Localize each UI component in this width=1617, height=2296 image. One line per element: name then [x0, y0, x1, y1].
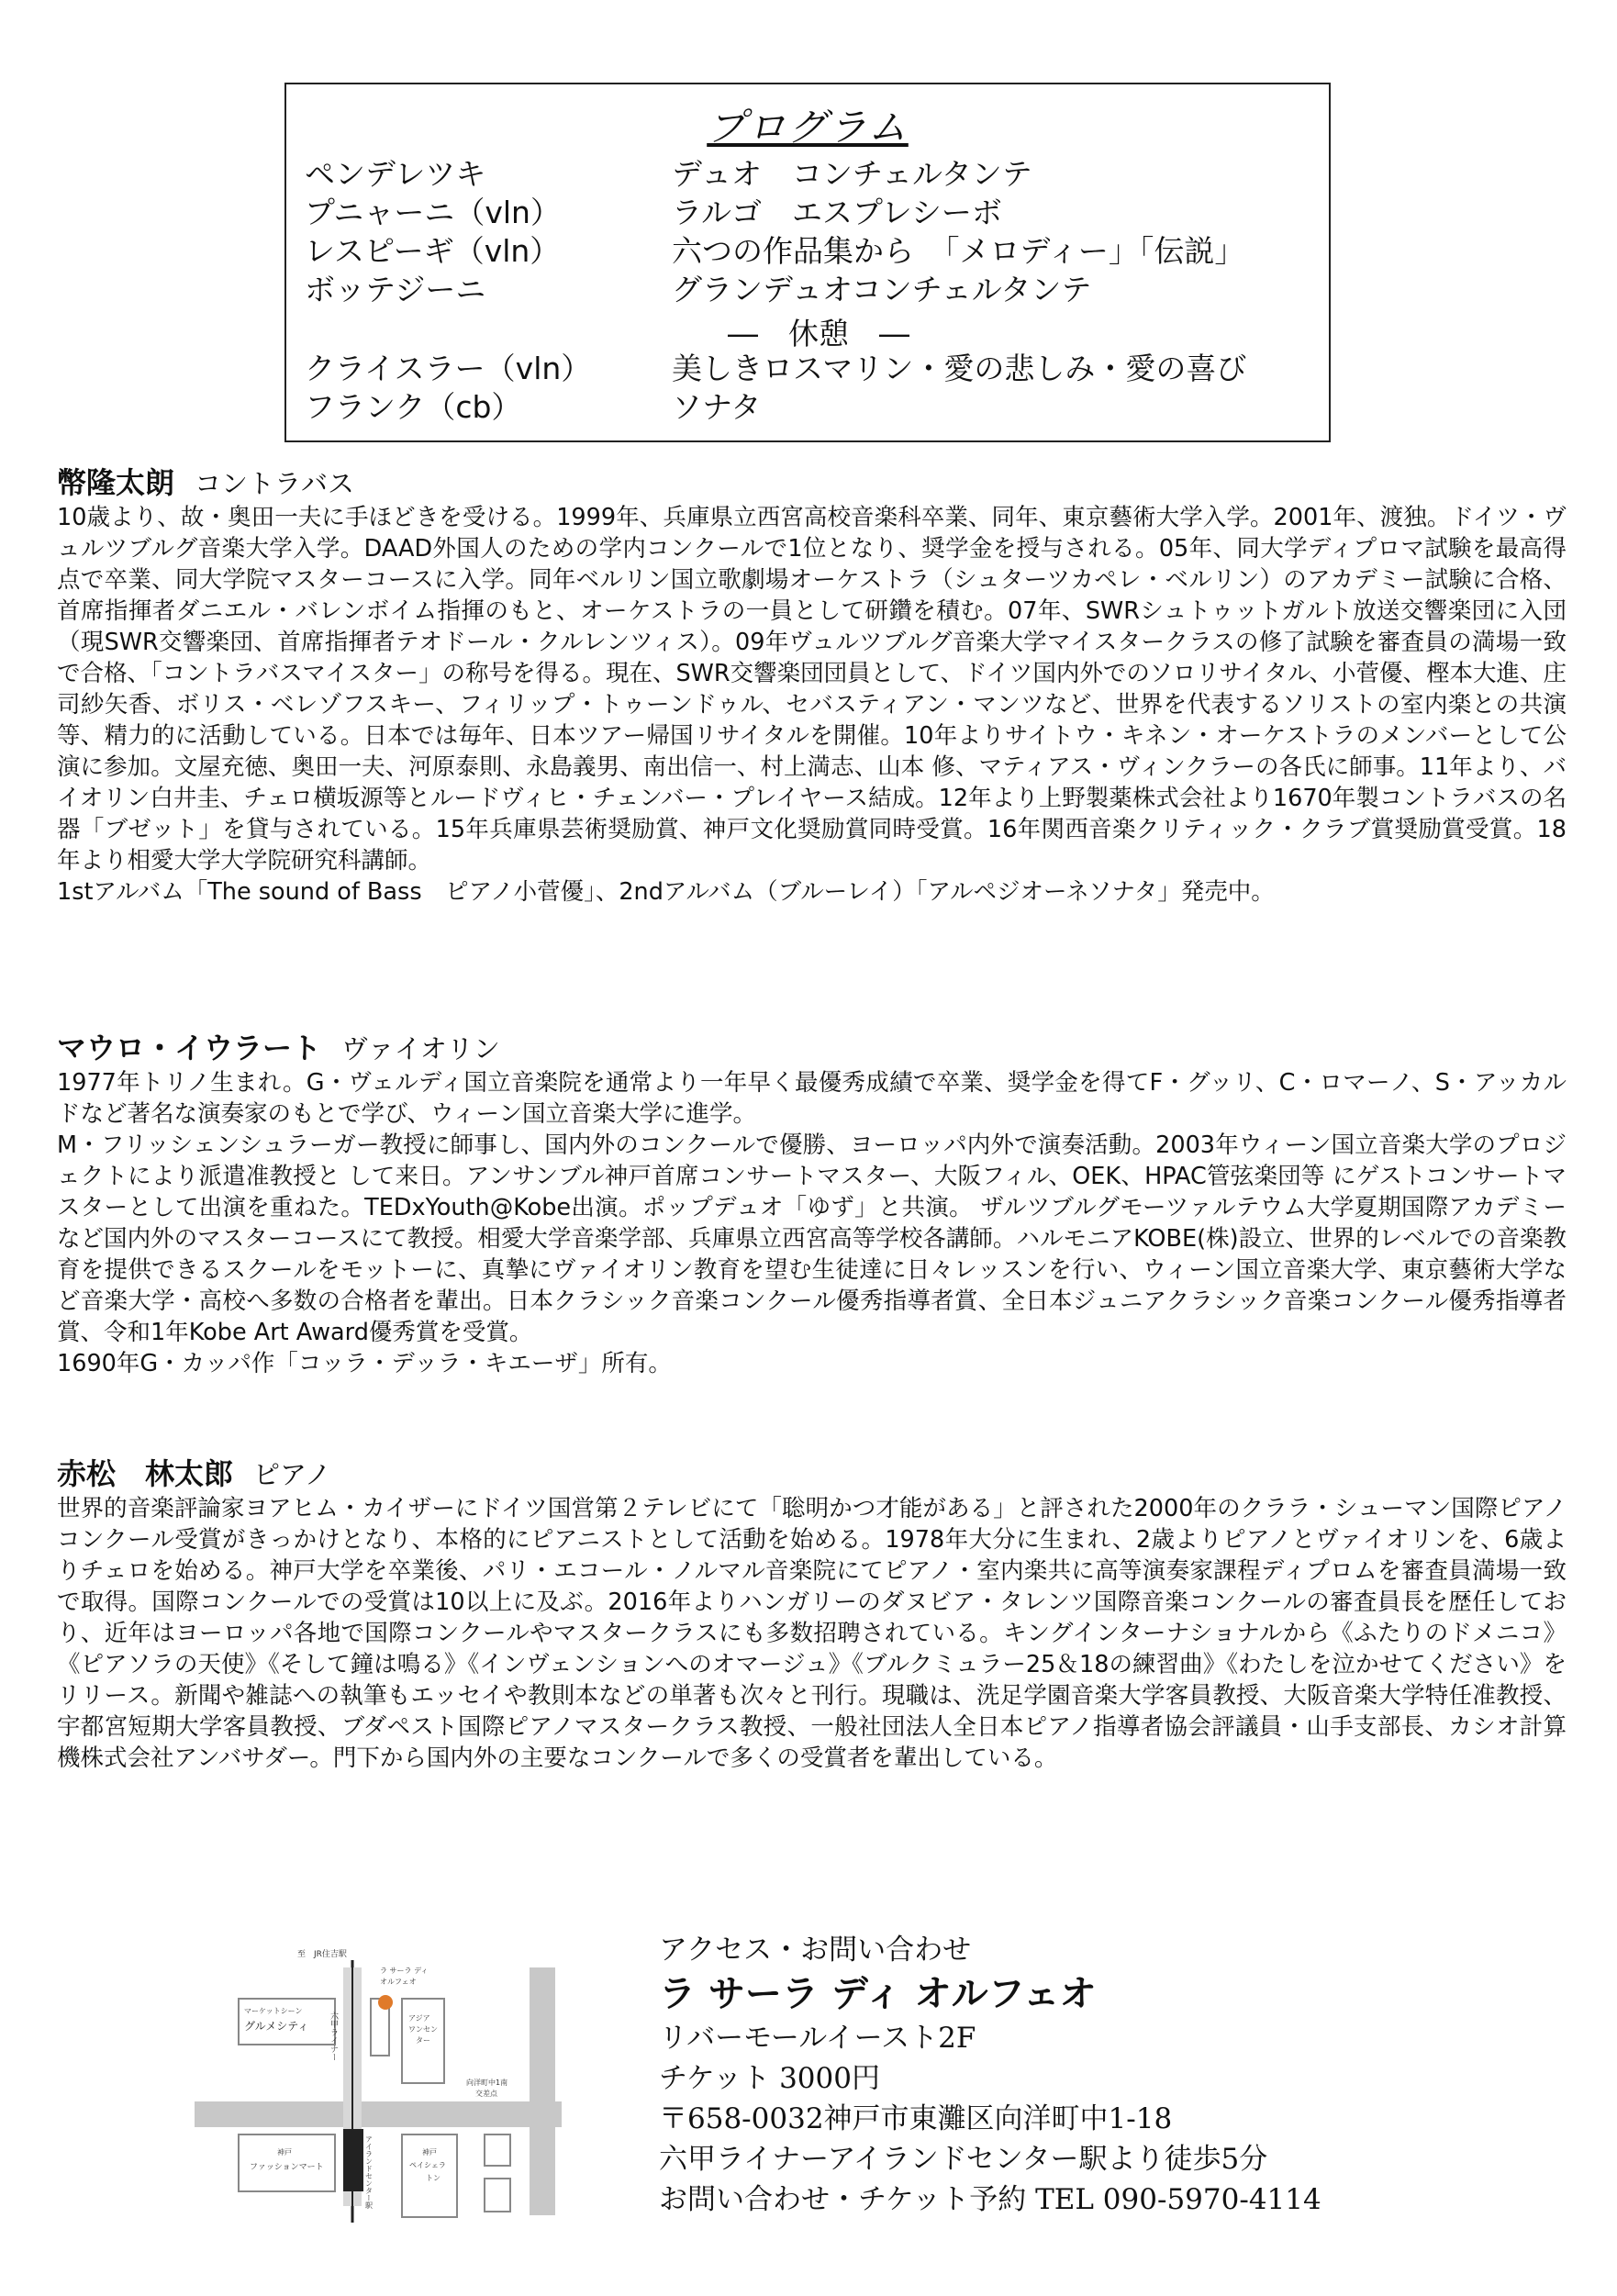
performer-instrument: コントラバス — [195, 468, 355, 499]
bio-section-piano — [57, 1455, 1567, 1774]
map-label-pesce: 神戸 — [422, 2148, 437, 2157]
map-label-gourmet: マーケットシーン — [244, 2007, 303, 2015]
bio-text — [57, 502, 1567, 908]
program-composer: ボッテジーニ — [305, 272, 486, 307]
program-composer: フランク（cb） — [305, 389, 522, 425]
venue-building: リバーモールイースト2F — [659, 2022, 976, 2055]
map-label-rokko: 六甲ライナー — [329, 2012, 338, 2061]
program-work: ソナタ — [672, 389, 762, 425]
bio-paragraph: 1977年トリノ生まれ。G・ヴェルディ国立音楽院を通常より一年早く最優秀成績で卒業、奨学金を得てF・グッリ、C・ロマーノ、S・アッカルドなど著名な演奏家のもとで学び、ウィーン国立音楽大学に進学。 — [57, 1069, 1567, 1128]
performer-instrument: ヴァイオリン — [341, 1033, 500, 1064]
performer-instrument: ピアノ — [253, 1459, 331, 1490]
map-label-venue-2: オルフェオ — [380, 1978, 417, 1986]
map-label-asia-3: ター — [416, 2036, 430, 2045]
map-label-asia: アジア — [408, 2014, 430, 2023]
access-heading: アクセス・お問い合わせ — [659, 1934, 972, 1967]
bio-paragraph: 世界的音楽評論家ヨアヒム・カイザーにドイツ国営第２テレビにて「聡明かつ才能がある」と評された2000年のクララ・シューマン国際ピアノコンクール受賞がきっかけとなり、本格的にピアニストとして活動を始める。1978年大分に生まれ、2歳よりピアノとヴァイオリンを、6歳よりチェロを始める。神戸大学を卒業後、パリ・エコール・ノルマル音楽院にてピアノ・室内楽共に高等演奏家課程ディプロムを審査員満場一致で取得。国際コンクールでの受賞は10以上に及ぶ。2016年よりハンガリーのダヌビア・タレンツ国際音楽コンクールの審査員長を歴任しており、近年はヨーロッパ各地で国際コンクールやマスタークラスにも多数招聘されている。キングインターナショナルから《ふたりのドメニコ》《ピアソラの天使》《そして鐘は鳴る》《インヴェンションへのオマージュ》《ブルクミュラー25＆18の練習曲》《わたしを泣かせてください》をリリース。新聞や雑誌への執筆もエッセイや教則本などの単著も次々と刊行。現職は、洗足学園音楽大学客員教授、大阪音楽大学特任准教授、宇都宮短期大学客員教授、ブダペスト国際ピアノマスタークラス教授、一般社団法人全日本ピアノ指導者協会評議員・山手支部長、カシオ計算機株式会社アンバサダー。門下から国内外の主要なコンクールで多くの受賞者を輩出している。 — [57, 1495, 1567, 1772]
access-map — [195, 1947, 580, 2227]
program-composer: レスピーギ（vln） — [305, 233, 561, 269]
map-label-station: アイランドセンター駅 — [364, 2135, 374, 2209]
venue-directions: 六甲ライナーアイランドセンター駅より徒歩5分 — [659, 2143, 1268, 2176]
program-composer: ペンデレツキ — [305, 156, 486, 192]
program-composer: プニャーニ（vln） — [305, 195, 561, 230]
venue-address: 〒658-0032神戸市東灘区向洋町中1-18 — [659, 2102, 1173, 2135]
map-station — [343, 2129, 363, 2191]
ticket-price: チケット 3000円 — [659, 2062, 880, 2095]
map-label-gourmet-2: グルメシティ — [244, 2020, 309, 2033]
program-work: グランデュオコンチェルタンテ — [672, 272, 1092, 307]
program-work: デュオ コンチェルタンテ — [672, 156, 1032, 192]
access-info — [659, 1930, 1485, 2220]
map-label-fashion: 神戸 — [277, 2148, 292, 2157]
map-label-north: 至 JR住吉駅 — [297, 1950, 347, 1959]
map-label-fashion-2: ファッションマート — [250, 2163, 324, 2172]
map-road-vertical — [530, 1967, 555, 2215]
contact-phone: お問い合わせ・チケット予約 TEL 090-5970-4114 — [659, 2183, 1321, 2216]
map-building-small — [485, 2134, 510, 2166]
program-work: 六つの作品集から 「メロディー」「伝説」 — [672, 233, 1245, 269]
bio-section-violin — [57, 1030, 1567, 1379]
map-venue-marker — [378, 1995, 393, 2010]
map-label-venue: ラ サーラ ディ — [380, 1967, 429, 1975]
program-title: プログラム — [707, 105, 909, 150]
performer-name: 赤松 林太郎 — [57, 1456, 234, 1491]
bio-paragraph: 1stアルバム「The sound of Bass ピアノ小菅優」、2ndアルバム（ブルーレイ）「アルペジオーネソナタ」発売中。 — [57, 878, 1275, 906]
map-label-intersection: 向洋町中1南 — [466, 2079, 508, 2087]
map-label-intersection-2: 交差点 — [475, 2090, 497, 2098]
performer-name: 幣隆太朗 — [57, 465, 175, 500]
map-label-asia-2: ワンセン — [408, 2025, 438, 2034]
venue-name: ラ サーラ ディ オルフェオ — [659, 1972, 1097, 2015]
bio-section-contrabass — [57, 464, 1567, 908]
bio-paragraph: 1690年G・カッパ作「コッラ・デッラ・キエーザ」所有。 — [57, 1350, 672, 1377]
map-label-pesce-2: ペイシェラ — [409, 2161, 446, 2169]
map-road-horizontal — [195, 2101, 562, 2127]
bio-text — [57, 1067, 1567, 1379]
bio-paragraph: M・フリッシェンシュラーガー教授に師事し、国内外のコンクールで優勝、ヨーロッパ内外で演奏活動。2003年ウィーン国立音楽大学のプロジェクトにより派遣准教授と して来日。アンサンブル神戸首席コンサートマスター、大阪フィル、OEK、HPAC管弦楽団等 にゲストコンサートマスターとして出演を重ねた。TEDxYouth@Kobe出演。ポップデュオ「ゆず」と共演。 ザルツブルグモーツァルテウム大学夏期国際アカデミーなど国内外のマスターコースにて教授。相愛大学音楽学部、兵庫県立西宮高等学校各講師。ハルモニアKOBE(株)設立、世界的レベルでの音楽教育を提供できるスクールをモットーに、真摯にヴァイオリン教育を望む生徒達に日々レッスンを行い、ウィーン国立音楽大学、東京藝術大学など音楽大学・高校へ多数の合格者を輩出。日本クラシック音楽コンクール優秀指導者賞、全日本ジュニアクラシック音楽コンクール優秀指導者賞、令和1年Kobe Art Award優秀賞を受賞。 — [57, 1131, 1567, 1346]
map-label-pesce-3: トン — [426, 2174, 440, 2182]
program-work: ラルゴ エスプレシーボ — [672, 195, 1002, 230]
map-building-small — [485, 2179, 510, 2212]
bio-paragraph: 10歳より、故・奥田一夫に手ほどきを受ける。1999年、兵庫県立西宮高校音楽科卒業、同年、東京藝術大学入学。2001年、渡独。ドイツ・ヴュルツブルグ音楽大学入学。DAAD外国人のための学内コンクールで1位となり、奨学金を授与される。05年、同大学ディプロマ試験を最高得点で卒業、同大学院マスターコースに入学。同年ベルリン国立歌劇場オーケストラ（シュターツカペレ・ベルリン）のアカデミー試験に合格、首席指揮者ダニエル・バレンボイム指揮のもと、オーケストラの一員として研鑽を積む。07年、SWRシュトゥットガルト放送交響楽団に入団（現SWR交響楽団、首席指揮者テオドール・クルレンツィス）。09年ヴュルツブルグ音楽大学マイスタークラスの修了試験を審査員の満場一致で合格、「コントラバスマイスター」の称号を得る。現在、SWR交響楽団団員として、ドイツ国内外でのソロリサイタル、小菅優、樫本大進、庄司紗矢香、ボリス・ベレゾフスキー、フィリップ・トゥーンドゥル、セバスティアン・マンツなど、世界を代表するソリストの室内楽との共演等、精力的に活動している。日本では毎年、日本ツアー帰国リサイタルを開催。10年よりサイトウ・キネン・オーケストラのメンバーとして公演に参加。文屋充徳、奥田一夫、河原泰則、永島義男、南出信一、村上満志、山本 修、マティアス・ヴィンクラーの各氏に師事。11年より、バイオリン白井圭、チェロ横坂源等とルードヴィヒ・チェンバー・プレイヤース結成。12年より上野製薬株式会社より1670年製コントラバスの名器「ブゼット」を貸与されている。15年兵庫県芸術奨励賞、神戸文化奨励賞同時受賞。16年関西音楽クリティック・クラブ賞奨励賞受賞。18年より相愛大学大学院研究科講師。 — [57, 504, 1567, 875]
program-box — [284, 83, 1331, 442]
performer-name: マウロ・イウラート — [57, 1031, 322, 1065]
program-work: 美しきロスマリン・愛の悲しみ・愛の喜び — [672, 351, 1247, 386]
program-composer: クライスラー（vln） — [305, 351, 592, 386]
bio-text — [57, 1493, 1567, 1774]
program-intermission: ― 休憩 ― — [728, 316, 909, 351]
